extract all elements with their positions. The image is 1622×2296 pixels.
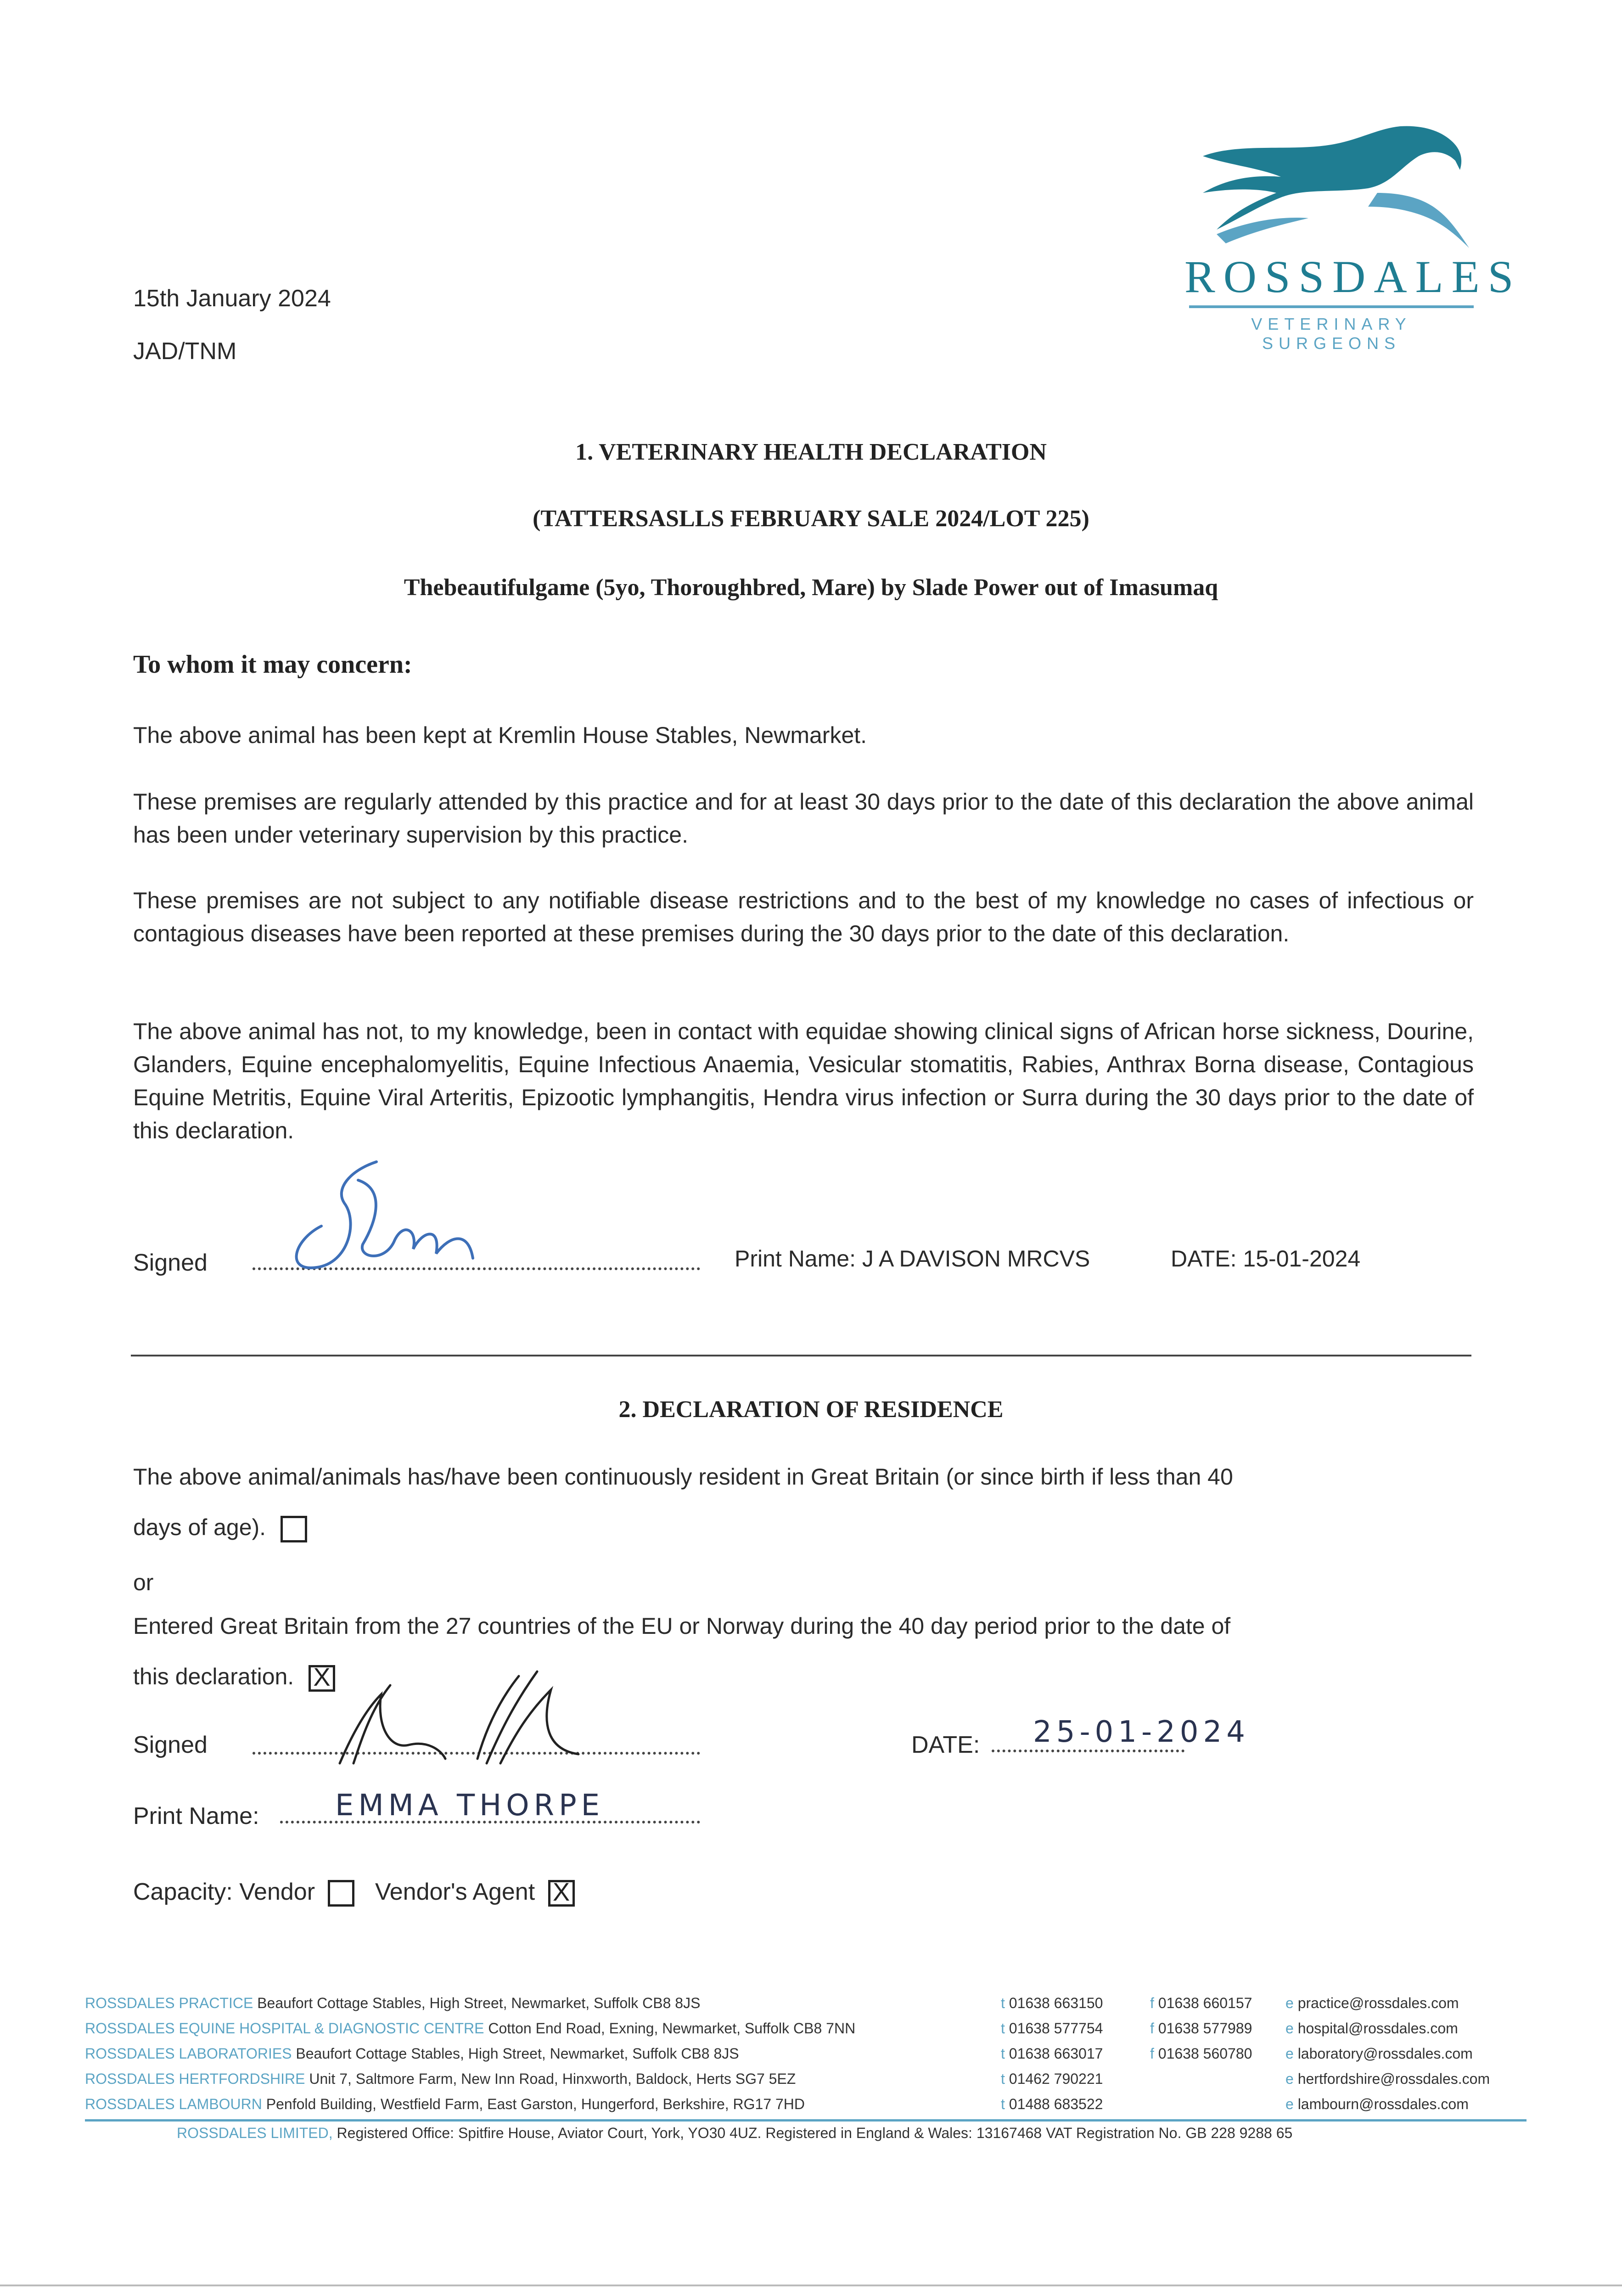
vendor-checkbox[interactable]	[328, 1880, 354, 1907]
vet-signed-label: Signed	[133, 1249, 208, 1276]
rossdales-logo	[1184, 124, 1522, 353]
footer-address: Beaufort Cottage Stables, High Street, Newmarket, Suffolk CB8 8JS	[257, 1995, 701, 2011]
vendor-date-value: 25-01-2024	[1033, 1715, 1250, 1749]
brand-tagline: VETERINARY SURGEONS	[1251, 315, 1412, 353]
brand-name: ROSSDALES	[1184, 251, 1522, 302]
footer-row: ROSSDALES LAMBOURN Penfold Building, Westfield Farm, East Garston, Hungerford, Berkshire, RG17 7HD t 01488 683522 e lambourn@rossdales.com	[85, 2096, 1469, 2112]
or-label: or	[133, 1570, 154, 1595]
vendor-signature	[303, 1658, 597, 1777]
footer-email[interactable]: hospital@rossdales.com	[1297, 2020, 1458, 2037]
vet-signature	[266, 1153, 523, 1281]
footer-telephone: 01488 683522	[1009, 2096, 1103, 2112]
salutation: To whom it may concern:	[133, 650, 412, 679]
horse-line: Thebeautifulgame (5yo, Thoroughbred, Mare) by Slade Power out of Imasumaq	[404, 574, 1218, 601]
footer-entity-name: ROSSDALES LABORATORIES	[85, 2045, 292, 2062]
footer-address: Penfold Building, Westfield Farm, East Garston, Hungerford, Berkshire, RG17 7HD	[266, 2096, 805, 2112]
footer-address: Cotton End Road, Exning, Newmarket, Suffolk CB8 7NN	[488, 2020, 856, 2037]
footer-telephone: 01638 663017	[1009, 2045, 1103, 2062]
footer-email[interactable]: lambourn@rossdales.com	[1297, 2096, 1469, 2112]
section1-title: 1. VETERINARY HEALTH DECLARATION	[575, 439, 1047, 465]
residence-option2-text: this declaration.	[133, 1664, 294, 1689]
paragraph-kept: The above animal has been kept at Kremlin House Stables, Newmarket.	[133, 722, 867, 748]
paragraph-supervision: These premises are regularly attended by this practice and for at least 30 days prior to the date of this declaration the above animal has been under veterinary supervision by this practice.	[133, 789, 1474, 848]
footer-telephone: 01638 663150	[1009, 1995, 1103, 2011]
residence-option2-line1: Entered Great Britain from the 27 countries of the EU or Norway during the 40 day period prior to the date of	[133, 1613, 1231, 1639]
vendor-signed-label: Signed	[133, 1732, 208, 1758]
footer-email[interactable]: practice@rossdales.com	[1297, 1995, 1459, 2011]
sale-line: (TATTERSASLLS FEBRUARY SALE 2024/LOT 225)	[533, 506, 1089, 532]
vendor-print-name-value: EMMA THORPE	[335, 1789, 605, 1823]
section-divider	[131, 1355, 1471, 1356]
footer-entity-name: ROSSDALES PRACTICE	[85, 1995, 253, 2011]
footer-registered	[177, 2121, 1292, 2146]
letter-date: 15th January 2024	[133, 285, 331, 312]
footer-fax: 01638 660157	[1158, 1995, 1252, 2011]
entered-gb-mark: X	[313, 1662, 331, 1691]
section2-title: 2. DECLARATION OF RESIDENCE	[618, 1396, 1004, 1423]
resident-checkbox[interactable]	[281, 1516, 307, 1542]
vendor-date-label: DATE:	[911, 1732, 980, 1758]
residence-option1-text: days of age).	[133, 1514, 266, 1540]
horse-logo-icon	[1184, 124, 1478, 262]
footer-email[interactable]: hertfordshire@rossdales.com	[1297, 2071, 1490, 2087]
footer-row: ROSSDALES EQUINE HOSPITAL & DIAGNOSTIC CENTRE Cotton End Road, Exning, Newmarket, Suffolk CB8 7NN t 01638 577754 f 01638 577989 e hospital@rossdales.com	[85, 2020, 1458, 2037]
vendor-print-name-label: Print Name:	[133, 1803, 259, 1829]
footer-address: Unit 7, Saltmore Farm, New Inn Road, Hinxworth, Baldock, Herts SG7 5EZ	[309, 2071, 796, 2087]
scan-edge-line	[0, 2285, 1622, 2286]
vendors-agent-checkbox[interactable]	[548, 1877, 575, 1907]
vendor-date-line	[992, 1750, 1184, 1752]
footer-row: ROSSDALES LABORATORIES Beaufort Cottage Stables, High Street, Newmarket, Suffolk CB8 8JS t 01638 663017 f 01638 560780 e laboratory@rossdales.com	[85, 2045, 1473, 2062]
footer-email[interactable]: laboratory@rossdales.com	[1297, 2045, 1473, 2062]
footer-row: ROSSDALES HERTFORDSHIRE Unit 7, Saltmore Farm, New Inn Road, Hinxworth, Baldock, Herts SG7 5EZ t 01462 790221 e hertfordshire@rossdales.com	[85, 2071, 1490, 2087]
footer-telephone: 01462 790221	[1009, 2071, 1103, 2087]
footer-entity-name: ROSSDALES HERTFORDSHIRE	[85, 2071, 305, 2087]
footer-entity-name: ROSSDALES EQUINE HOSPITAL & DIAGNOSTIC CENTRE	[85, 2020, 484, 2037]
footer-telephone: 01638 577754	[1009, 2020, 1103, 2037]
brand-divider	[1189, 305, 1474, 308]
footer-contacts	[85, 1991, 1540, 2117]
footer-registered-text: Registered Office: Spitfire House, Aviator Court, York, YO30 4UZ. Registered in England & Wales: 13167468 VAT Registration No. GB 228 9288 65	[337, 2125, 1293, 2141]
footer-row: ROSSDALES PRACTICE Beaufort Cottage Stables, High Street, Newmarket, Suffolk CB8 8JS t 01638 663150 f 01638 660157 e practice@rossdales.com	[85, 1995, 1459, 2011]
paragraph-restrictions: These premises are not subject to any notifiable disease restrictions and to the best of my knowledge no cases of infectious or contagious diseases have been reported at these premises during the 30 days prior to the date of this declaration.	[133, 888, 1474, 946]
vendors-agent-label: Vendor's Agent	[375, 1879, 535, 1905]
footer-fax: 01638 577989	[1158, 2020, 1252, 2037]
footer-fax: 01638 560780	[1158, 2045, 1252, 2062]
capacity-vendor-label: Capacity: Vendor	[133, 1879, 315, 1905]
letter-reference: JAD/TNM	[133, 338, 237, 365]
footer-address: Beaufort Cottage Stables, High Street, Newmarket, Suffolk CB8 8JS	[296, 2045, 739, 2062]
vet-print-name: Print Name: J A DAVISON MRCVS	[735, 1246, 1090, 1272]
vet-date: DATE: 15-01-2024	[1171, 1246, 1361, 1272]
residence-option1-line1: The above animal/animals has/have been continuously resident in Great Britain (or since birth if less than 40	[133, 1464, 1233, 1490]
paragraph-contact: The above animal has not, to my knowledge, been in contact with equidae showing clinical signs of African horse sickness, Dourine, Glanders, Equine encephalomyelitis, Equine Infectious Anaemia, Vesicular stomatitis, Rabies, Anthrax Borna disease, Contagious Equine Metritis, Equine Viral Arteritis, Epizootic lymphangitis, Hendra virus infection or Surra during the 30 days prior to the date of this declaration.	[133, 1019, 1474, 1143]
footer-entity-name: ROSSDALES LAMBOURN	[85, 2096, 262, 2112]
capacity-row	[133, 1878, 575, 1907]
footer-registered-name: ROSSDALES LIMITED,	[177, 2125, 333, 2141]
vendors-agent-mark: X	[552, 1877, 570, 1907]
residence-option1-line2	[133, 1511, 307, 1544]
